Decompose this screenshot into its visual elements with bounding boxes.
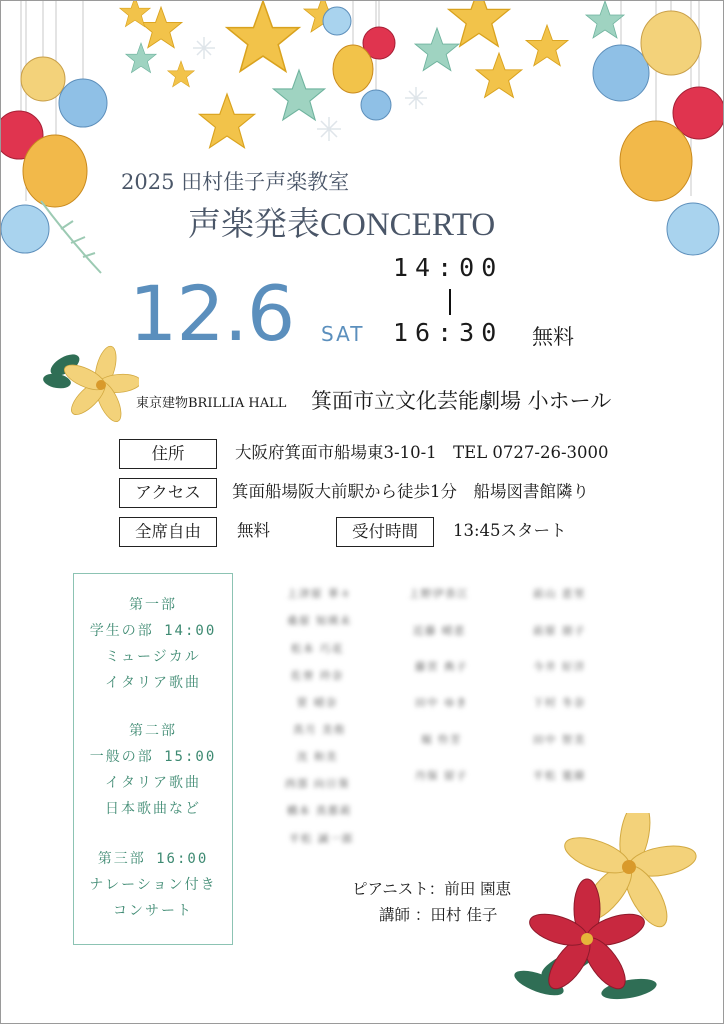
access-value: 箕面船場阪大前駅から徒歩1分 船場図書館隣り [232,482,589,501]
part-two-heading: 第二部 [129,723,177,739]
event-date: 12.6 [129,269,295,358]
part-one-item: ミュージカル [105,649,201,665]
performer-name: 松本 巧花 [291,643,344,655]
organizer-subtitle: 2025 田村佳子声楽教室 [121,170,350,194]
reception-time-value: 13:45スタート [453,521,567,540]
part-one-item: イタリア歌曲 [105,675,201,691]
performer-name: 笹 晴奈 [297,697,338,709]
performer-name: 上野伊香江 [409,588,469,600]
performer-name: 前山 恵里 [533,588,586,600]
performer-name: 平松 誠一郎 [289,833,354,845]
performer-name: 平松 寛緯 [533,770,586,782]
performer-name: 真月 美侑 [293,724,346,736]
part-one-heading: 第一部 [129,597,177,613]
performer-name: 堀 怜芳 [421,734,462,746]
part-two-time: 一般の部 15:00 [89,749,217,765]
part-one-time: 学生の部 14:00 [89,623,217,639]
time-range-divider [449,289,451,315]
admission-fee: 無料 [532,325,574,349]
performer-name: 西部 向日葵 [285,778,350,790]
part-two-item: 日本歌曲など [105,801,201,817]
performer-name: 田中 ゆき [415,697,468,709]
performer-name: 近藤 晴恵 [413,625,466,637]
performer-name: 藤宮 典子 [415,661,468,673]
address-label: 住所 [119,439,217,469]
christmas-ornaments-decoration [1,1,724,301]
performer-name: 下村 冬奈 [533,697,586,709]
performer-name: 佐曽 玲奈 [291,670,344,682]
address-value: 大阪府箕面市船場東3-10-1 TEL 0727-26-3000 [235,443,609,462]
performer-name: 上津原 華々 [287,588,352,600]
poinsettia-large-illustration [509,813,709,1013]
part-three-heading: 第三部 16:00 [97,851,209,867]
venue-sponsor: 東京建物BRILLIA HALL [136,396,287,411]
performer-name: 今井 好洋 [533,661,586,673]
poinsettia-small-illustration [39,345,139,425]
seating-value: 無料 [237,521,270,540]
reception-time-label: 受付時間 [336,517,434,547]
concert-title: 声楽発表CONCERTO [188,207,496,243]
performer-name: 田中 智美 [533,734,586,746]
start-time: 14:00 [393,253,504,282]
program-box [73,573,233,945]
teacher-credit: 講師 ：田村 佳子 [379,906,498,924]
venue-name: 箕面市立文化芸能劇場 小ホール [311,389,612,413]
performer-name: 丹保 留子 [415,770,468,782]
seating-label: 全席自由 [119,517,217,547]
event-weekday: SAT [321,322,365,346]
access-label: アクセス [119,478,217,508]
performer-name: 沈 和美 [297,751,338,763]
performer-name: 前原 朋子 [533,625,586,637]
part-two-item: イタリア歌曲 [105,775,201,791]
part-three-item: ナレーション付き [89,877,217,893]
performer-name: 橋本 真都莉 [287,805,352,817]
performer-name: 桑原 知瑛未 [287,615,352,627]
end-time: 16:30 [393,318,504,347]
part-three-item: コンサート [113,903,193,919]
pianist-credit: ピアニスト：前田 園恵 [352,880,512,898]
